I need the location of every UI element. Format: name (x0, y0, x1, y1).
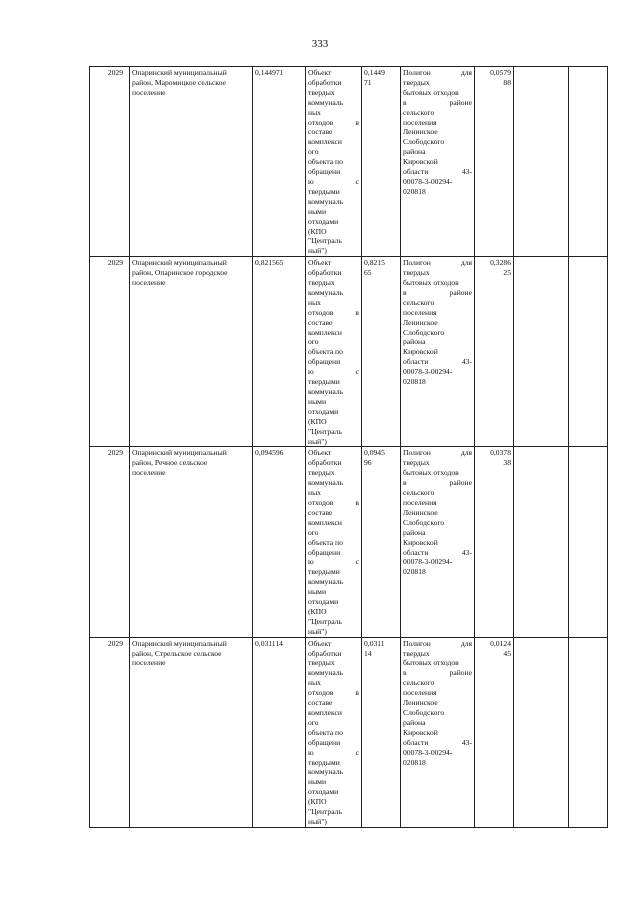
value-text: 0,1449 71 (364, 68, 385, 87)
facility-line: коммуналь (308, 97, 344, 107)
municipality-cell (130, 637, 253, 827)
share-cell (253, 637, 306, 827)
year-cell (90, 447, 130, 637)
facility-line: ный") (308, 816, 327, 826)
facility-line: ю с (308, 557, 359, 567)
amount-cell (475, 257, 514, 447)
landfill-line: Слободского (403, 517, 445, 527)
facility-line: твердыми (308, 757, 340, 767)
share-text: 0,144971 (255, 68, 284, 77)
municipality-line: Опаринский муниципальный (132, 258, 227, 268)
table-row (90, 67, 608, 257)
facility-line: отходов в (308, 307, 359, 317)
empty-cell (569, 257, 608, 447)
facility-line: твердых (308, 87, 335, 97)
municipality-line: Опаринский муниципальный (132, 448, 227, 458)
facility-line: (КПО (308, 416, 327, 426)
facility-line: коммуналь (308, 287, 344, 297)
facility-line: комплекси (308, 708, 342, 717)
facility-line: обращени (308, 167, 341, 177)
share-text: 0,094596 (255, 448, 284, 458)
landfill-line: в районе (403, 287, 472, 297)
facility-line: "Централь (308, 616, 342, 626)
facility-line: коммуналь (308, 668, 344, 678)
facility-line: ными (308, 206, 327, 216)
facility-line: твердых (308, 468, 335, 478)
landfill-line: Полигон для (403, 68, 472, 77)
facility-line: коммуналь (308, 767, 344, 777)
facility-line: ный") (308, 626, 327, 636)
value-text: 0,0945 96 (364, 448, 385, 468)
empty-cell (569, 637, 608, 827)
year-text: 2029 (107, 258, 123, 268)
landfill-line: Слободского (403, 327, 445, 337)
facility-line: ого (308, 337, 319, 347)
amount-cell (475, 447, 514, 637)
facility-line: обработки (308, 77, 342, 87)
facility-line: "Централь (308, 426, 342, 436)
landfill-line: поселения (403, 117, 437, 127)
landfill-line: сельского (403, 107, 435, 117)
facility-line: объекта по (308, 727, 343, 737)
amount-cell (475, 67, 514, 257)
facility-line: отходами (308, 787, 339, 797)
municipality-line: поселение (132, 468, 166, 478)
landfill-line: Кировской (403, 157, 438, 167)
amount-cell (475, 637, 514, 827)
table-row (90, 257, 608, 447)
landfill-line: в районе (403, 668, 472, 678)
facility-line: коммуналь (308, 387, 344, 396)
value-cell (362, 637, 401, 827)
municipality-cell (130, 67, 253, 257)
facility-line: ю с (308, 367, 359, 377)
empty-cell (569, 447, 608, 637)
facility-line: обработки (308, 648, 342, 658)
value-cell (362, 67, 401, 257)
landfill-line: 020818 (403, 567, 426, 577)
landfill-cell (401, 447, 475, 637)
facility-line: составе (308, 698, 333, 708)
empty-cell (514, 257, 569, 447)
facility-line: Объект (308, 448, 332, 458)
landfill-line: района (403, 337, 426, 347)
share-text: 0,031114 (255, 638, 283, 648)
facility-line: ный") (308, 246, 327, 256)
share-text: 0,821565 (255, 258, 284, 268)
facility-line: ю с (308, 176, 359, 186)
facility-cell (306, 637, 362, 827)
year-text: 2029 (107, 68, 123, 77)
facility-cell (306, 67, 362, 257)
landfill-line: Ленинское (403, 507, 438, 517)
empty-cell (514, 637, 569, 827)
landfill-line: района (403, 147, 426, 157)
facility-line: отходами (308, 406, 339, 416)
facility-line: комплекси (308, 517, 342, 527)
facility-line: отходов в (308, 497, 359, 507)
landfill-line: твердых (403, 458, 430, 468)
share-cell (253, 447, 306, 637)
facility-line: ными (308, 396, 327, 406)
year-text: 2029 (107, 448, 123, 458)
year-cell (90, 637, 130, 827)
landfill-line: 020818 (403, 186, 426, 196)
value-text: 0,8215 65 (364, 258, 385, 278)
landfill-line: области 43- (403, 737, 472, 747)
empty-cell (569, 67, 608, 257)
facility-line: комплекси (308, 327, 342, 337)
landfill-line: Слободского (403, 137, 445, 147)
facility-line: ого (308, 147, 319, 157)
facility-line: коммуналь (308, 577, 344, 587)
landfill-line: района (403, 527, 426, 537)
landfill-line: Кировской (403, 727, 438, 737)
landfill-cell (401, 637, 475, 827)
facility-line: ого (308, 717, 319, 727)
facility-line: (КПО (308, 797, 327, 807)
municipality-line: район, Опаринское городское (132, 268, 228, 278)
landfill-line: Полигон для (403, 638, 472, 648)
landfill-line: бытовых отходов (403, 468, 459, 478)
landfill-line: Слободского (403, 708, 445, 717)
facility-line: составе (308, 507, 333, 517)
page-number: 333 (311, 38, 329, 50)
municipality-line: район, Речное сельское (132, 458, 208, 468)
landfill-line: сельского (403, 488, 435, 498)
amount-text: 0,0579 88 (490, 68, 511, 87)
table-row (90, 637, 608, 827)
table-row (90, 447, 608, 637)
facility-line: ными (308, 777, 327, 787)
facility-line: ных (308, 488, 321, 498)
empty-cell (514, 447, 569, 637)
municipality-cell (130, 257, 253, 447)
facility-line: твердыми (308, 186, 340, 196)
landfill-line: 020818 (403, 377, 426, 387)
landfill-line: Ленинское (403, 698, 438, 708)
year-text: 2029 (107, 638, 123, 648)
share-cell (253, 257, 306, 447)
facility-line: ных (308, 107, 321, 117)
facility-line: Объект (308, 68, 332, 77)
facility-line: составе (308, 317, 333, 327)
facility-line: отходами (308, 216, 339, 226)
landfill-line: 00078-3-00294- (403, 557, 453, 567)
landfill-line: 00078-3-00294- (403, 367, 453, 377)
amount-text: 0,0378 38 (490, 448, 511, 468)
landfill-line: области 43- (403, 167, 472, 177)
landfill-line: бытовых отходов (403, 87, 459, 97)
facility-line: ю с (308, 747, 359, 757)
landfill-line: области 43- (403, 357, 472, 367)
landfill-line: Кировской (403, 537, 438, 547)
facility-line: твердых (308, 278, 335, 288)
landfill-line: поселения (403, 497, 437, 507)
landfill-line: поселения (403, 688, 437, 698)
facility-line: отходов в (308, 688, 359, 698)
facility-line: объекта по (308, 157, 343, 167)
facility-line: ными (308, 587, 327, 597)
facility-line: твердыми (308, 377, 340, 387)
facility-line: составе (308, 127, 333, 137)
facility-line: "Централь (308, 807, 342, 817)
landfill-line: поселения (403, 307, 437, 317)
amount-text: 0,3286 25 (490, 258, 511, 278)
facility-line: Объект (308, 258, 332, 268)
facility-line: (КПО (308, 606, 327, 616)
municipality-line: поселение (132, 658, 166, 668)
value-cell (362, 257, 401, 447)
facility-line: твердых (308, 658, 335, 668)
landfill-cell (401, 67, 475, 257)
waste-flow-table (89, 66, 608, 828)
landfill-line: сельского (403, 678, 435, 688)
facility-line: отходами (308, 597, 339, 607)
empty-cell (514, 67, 569, 257)
landfill-line: Ленинское (403, 127, 438, 137)
landfill-cell (401, 257, 475, 447)
year-cell (90, 67, 130, 257)
value-text: 0,0311 14 (364, 638, 385, 658)
municipality-line: Опаринский муниципальный (132, 638, 227, 648)
facility-cell (306, 447, 362, 637)
facility-line: коммуналь (308, 478, 344, 488)
table-body (90, 67, 608, 828)
facility-line: твердыми (308, 567, 340, 577)
facility-line: ных (308, 678, 321, 688)
municipality-cell (130, 447, 253, 637)
municipality-line: район, Маромицкое сельское (132, 77, 226, 87)
facility-cell (306, 257, 362, 447)
landfill-line: в районе (403, 97, 472, 107)
facility-line: объекта по (308, 537, 343, 547)
facility-line: коммуналь (308, 196, 344, 206)
municipality-line: поселение (132, 278, 166, 288)
landfill-line: твердых (403, 268, 430, 278)
facility-line: ный") (308, 436, 327, 446)
landfill-line: твердых (403, 648, 430, 658)
value-cell (362, 447, 401, 637)
landfill-line: твердых (403, 77, 430, 87)
facility-line: обращени (308, 357, 341, 367)
facility-line: ого (308, 527, 319, 537)
facility-line: отходов в (308, 117, 359, 127)
facility-line: объекта по (308, 347, 343, 357)
landfill-line: в районе (403, 478, 472, 488)
facility-line: ных (308, 297, 321, 307)
landfill-line: 00078-3-00294- (403, 176, 453, 186)
landfill-line: 020818 (403, 757, 426, 767)
municipality-line: район, Стрельское сельское (132, 648, 222, 658)
facility-line: обращени (308, 547, 341, 557)
facility-line: обращени (308, 737, 341, 747)
landfill-line: области 43- (403, 547, 472, 557)
landfill-line: бытовых отходов (403, 658, 459, 668)
facility-line: (КПО (308, 226, 327, 236)
landfill-line: бытовых отходов (403, 278, 459, 288)
landfill-line: Кировской (403, 347, 438, 357)
municipality-line: Опаринский муниципальный (132, 68, 227, 77)
facility-line: Объект (308, 638, 332, 648)
facility-line: комплекси (308, 137, 342, 147)
landfill-line: сельского (403, 297, 435, 307)
landfill-line: Полигон для (403, 448, 472, 458)
facility-line: обработки (308, 458, 342, 468)
amount-text: 0,0124 45 (490, 638, 511, 658)
landfill-line: района (403, 717, 426, 727)
municipality-line: поселение (132, 87, 166, 97)
share-cell (253, 67, 306, 257)
landfill-line: Ленинское (403, 317, 438, 327)
year-cell (90, 257, 130, 447)
facility-line: "Централь (308, 236, 342, 246)
landfill-line: Полигон для (403, 258, 472, 268)
facility-line: обработки (308, 268, 342, 278)
landfill-line: 00078-3-00294- (403, 747, 453, 757)
